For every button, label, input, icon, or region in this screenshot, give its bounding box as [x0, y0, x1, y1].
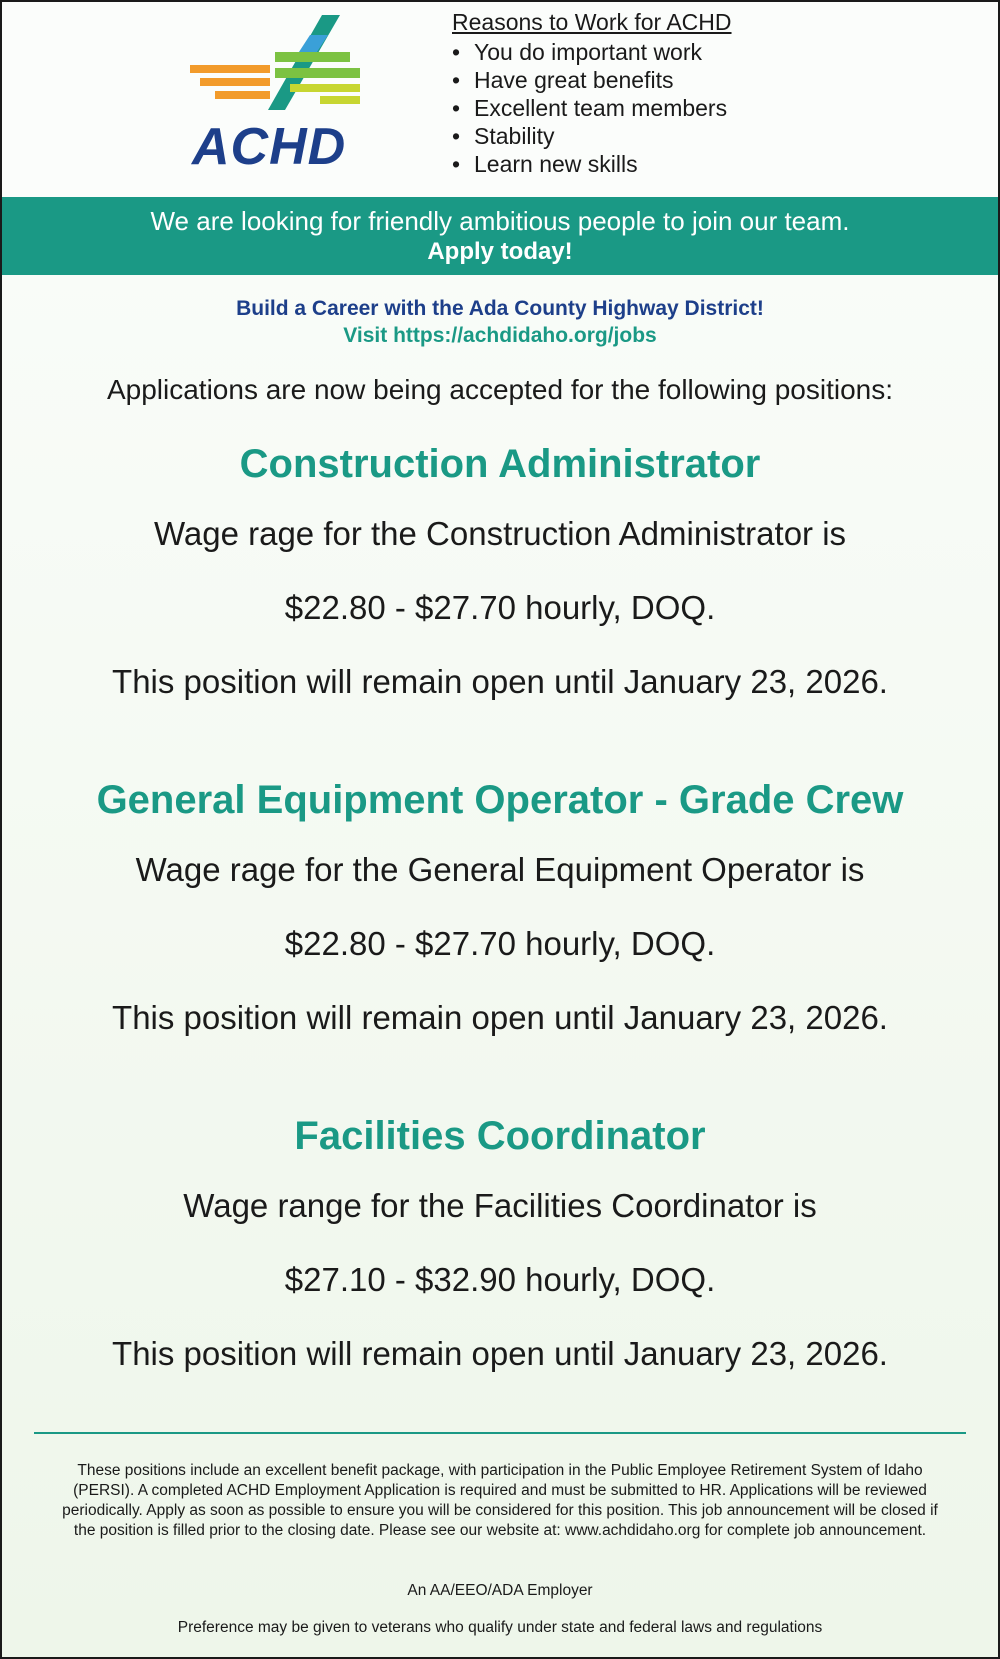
reason-item: • You do important work	[452, 38, 732, 66]
job-open-until: This position will remain open until January 23, 2026.	[112, 1335, 888, 1372]
job-title: General Equipment Operator - Grade Crew	[96, 778, 904, 822]
job-listing-general-equipment-operator	[2, 776, 998, 1038]
career-heading: Build a Career with the Ada County Highway District!	[236, 297, 764, 320]
benefits-fine-print: These positions include an excellent benefit package, with participation in the Public Employee Retirement System of Idaho (PERSI). A completed ACHD Employment Application is required and must be submitted to HR. Applications will be reviewed periodically. Apply as soon as possible to ensure you will be considered for this position. This job announcement will be closed if the position is filled prior to the closing date. Please see our website at: www.achdidaho.org for complete job announcement.	[62, 1462, 938, 1539]
apply-today-text: Apply today!	[427, 238, 573, 265]
footer-divider	[34, 1432, 966, 1434]
logo-text: ACHD	[192, 118, 347, 176]
job-pay: $22.80 - $27.70 hourly, DOQ.	[284, 925, 716, 962]
job-wage-line: Wage range for the Facilities Coordinator is	[183, 1187, 817, 1224]
reason-item: • Stability	[452, 122, 732, 150]
job-title: Facilities Coordinator	[294, 1114, 706, 1158]
positions-intro: Applications are now being accepted for the following positions:	[106, 374, 894, 405]
reason-item: • Have great benefits	[452, 66, 732, 94]
recruiting-banner	[2, 197, 998, 275]
reasons-list-block	[452, 8, 732, 178]
job-open-until: This position will remain open until January 23, 2026.	[112, 663, 888, 700]
job-listing-facilities-coordinator	[2, 1112, 998, 1374]
reason-item: • Excellent team members	[452, 94, 732, 122]
job-wage-line: Wage rage for the Construction Administrator is	[153, 515, 847, 552]
job-open-until: This position will remain open until January 23, 2026.	[112, 999, 888, 1036]
job-wage-line: Wage rage for the General Equipment Operator is	[135, 851, 865, 888]
job-listing-construction-administrator	[2, 440, 998, 702]
reason-item: • Learn new skills	[452, 150, 732, 178]
banner-line: We are looking for friendly ambitious people to join our team.	[150, 206, 850, 236]
reasons-title: Reasons to Work for ACHD	[452, 9, 732, 35]
header	[2, 2, 998, 197]
job-pay: $22.80 - $27.70 hourly, DOQ.	[284, 589, 716, 626]
job-title: Construction Administrator	[239, 442, 761, 486]
career-block	[2, 295, 998, 349]
jobs-link[interactable]: Visit https://achdidaho.org/jobs	[343, 324, 657, 347]
reasons-list	[452, 38, 732, 178]
veterans-preference: Preference may be given to veterans who qualify under state and federal laws and regulations	[177, 1619, 823, 1636]
job-pay: $27.10 - $32.90 hourly, DOQ.	[284, 1261, 716, 1298]
eeo-statement: An AA/EEO/ADA Employer	[407, 1582, 593, 1599]
